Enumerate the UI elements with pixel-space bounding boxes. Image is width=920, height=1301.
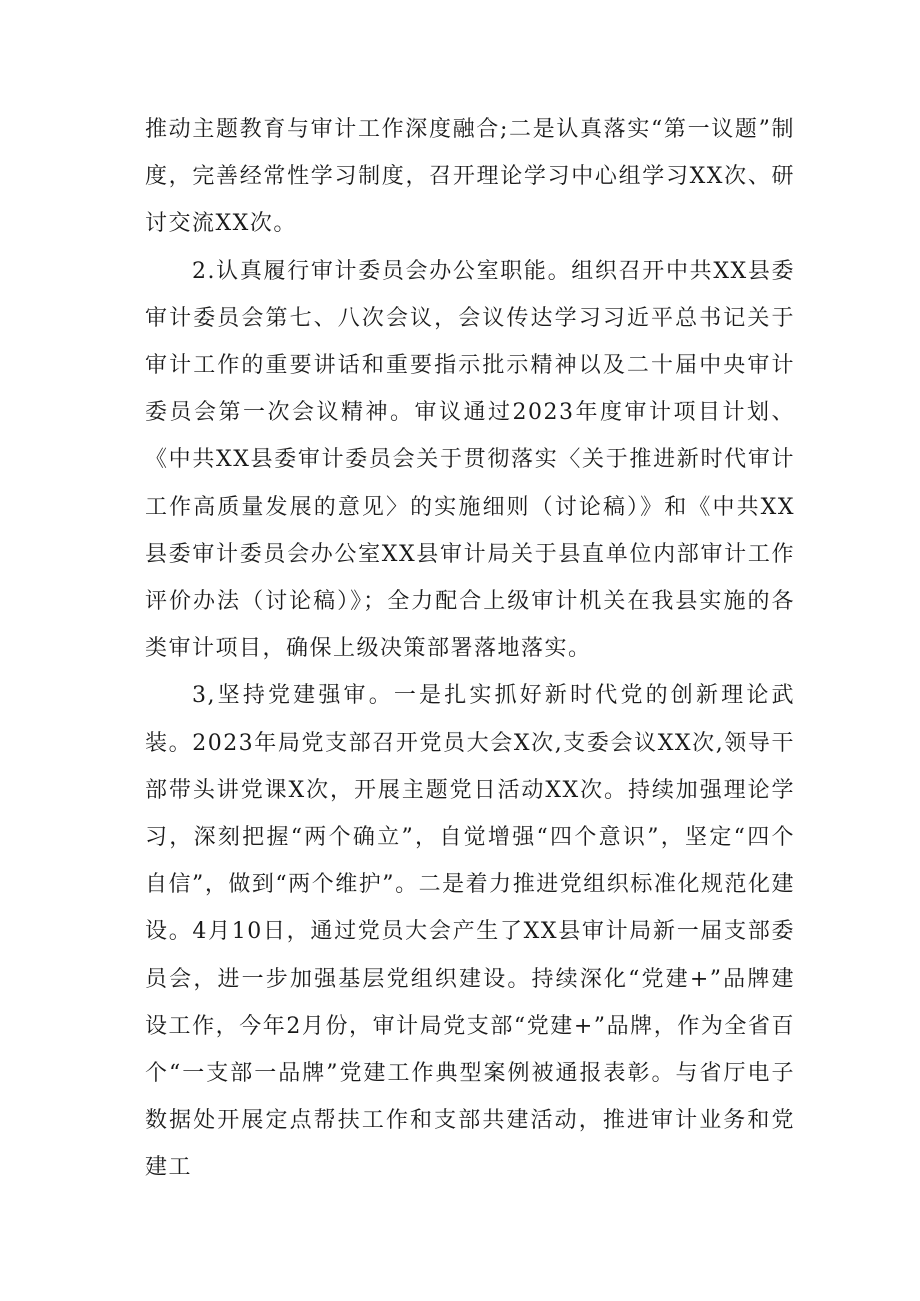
paragraph-item-2: 2.认真履行审计委员会办公室职能。组织召开中共XX县委审计委员会第七、八次会议，会议传达学习习近平总书记关于审计工作的重要讲话和重要指示批示精神以及二十届中央审计委员会第一次会议精神。审议通过2023年度审计项目计划、《中共XX县委审计委员会关于贯彻落实〈关于推进新时代审计工作高质量发展的意见〉的实施细则（讨论稿）》和《中共XX县委审计委员会办公室XX县审计局关于县直单位内部审计工作评价办法（讨论稿）》；全力配合上级审计机关在我县实施的各类审计项目，确保上级决策部署落地落实。 <box>145 258 795 662</box>
document-body <box>145 106 795 1192</box>
paragraph-item-3: 3,坚持党建强审。一是扎实抓好新时代党的创新理论武装。2023年局党支部召开党员大会X次,支委会议XX次,领导干部带头讲党课X次，开展主题党日活动XX次。持续加强理论学习，深刻把握“两个确立”，自觉增强“四个意识”，坚定“四个自信”，做到“两个维护”。二是着力推进党组织标准化规范化建设。4月10日，通过党员大会产生了XX县审计局新一届支部委员会，进一步加强基层党组织建设。持续深化“党建+”品牌建设工作，今年2月份，审计局党支部“党建+”品牌，作为全省百个“一支部一品牌”党建工作典型案例被通报表彰。与省厅电子数据处开展定点帮扶工作和支部共建活动，推进审计业务和党建工 <box>145 683 795 1181</box>
paragraph-continuation: 推动主题教育与审计工作深度融合;二是认真落实“第一议题”制度，完善经常性学习制度，召开理论学习中心组学习XX次、研讨交流XX次。 <box>145 117 795 237</box>
